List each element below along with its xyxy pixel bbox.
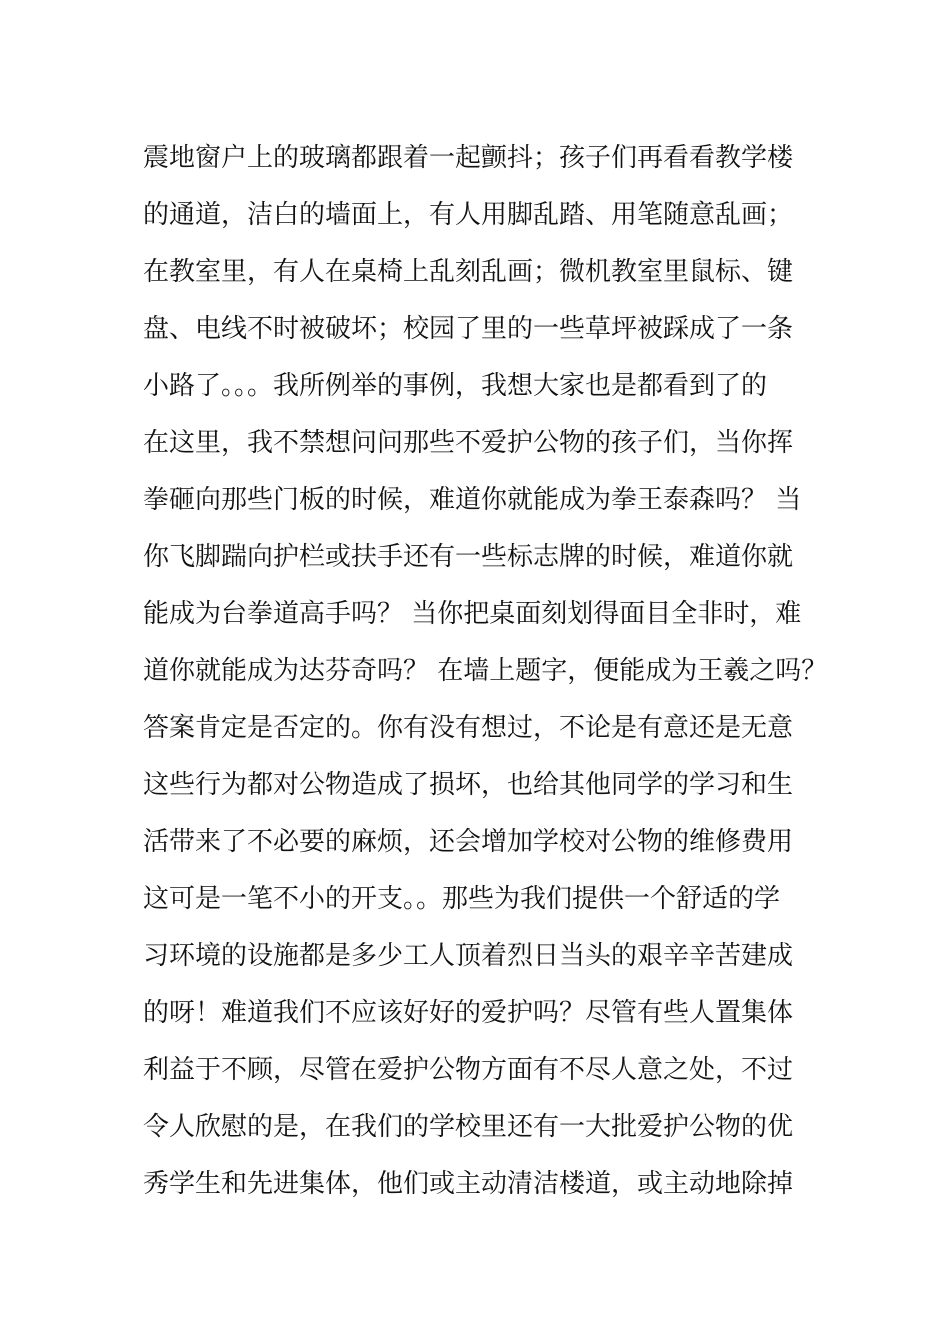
text-line: 你飞脚踹向护栏或扶手还有一些标志牌的时候，难道你就 — [143, 542, 794, 572]
text-line: 这可是一笔不小的开支。。那些为我们提供一个舒适的学 — [143, 884, 781, 914]
text-line: 盘、电线不时被破坏；校园了里的一些草坪被踩成了一条 — [143, 314, 794, 344]
text-line: 这些行为都对公物造成了损坏，也给其他同学的学习和生 — [143, 770, 794, 800]
text-line: 的呀！难道我们不应该好好的爱护吗？尽管有些人置集体 — [143, 998, 794, 1028]
text-line: 震地窗户上的玻璃都跟着一起颤抖；孩子们再看看教学楼 — [143, 143, 794, 173]
text-line: 答案肯定是否定的。你有没有想过，不论是有意还是无意 — [143, 713, 794, 743]
text-line: 能成为台拳道高手吗？ 当你把桌面刻划得面目全非时，难 — [143, 599, 802, 629]
text-line: 活带来了不必要的麻烦，还会增加学校对公物的维修费用 — [143, 827, 794, 857]
body-text — [143, 130, 843, 1213]
text-line: 令人欣慰的是，在我们的学校里还有一大批爱护公物的优 — [143, 1112, 794, 1142]
text-line: 的通道，洁白的墙面上，有人用脚乱踏、用笔随意乱画； — [143, 200, 794, 230]
text-line: 在教室里，有人在桌椅上乱刻乱画；微机教室里鼠标、键 — [143, 257, 794, 287]
text-line: 拳砸向那些门板的时候，难道你就能成为拳王泰森吗？ 当 — [143, 485, 802, 515]
text-line: 习环境的设施都是多少工人顶着烈日当头的艰辛辛苦建成 — [143, 941, 794, 971]
text-line: 秀学生和先进集体，他们或主动清洁楼道，或主动地除掉 — [143, 1169, 794, 1199]
text-line: 道你就能成为达芬奇吗？ 在墙上题字，便能成为王羲之吗？ — [143, 656, 828, 686]
text-line: 在这里，我不禁想问问那些不爱护公物的孩子们，当你挥 — [143, 428, 794, 458]
text-line: 小路了。。。我所例举的事例，我想大家也是都看到了的 — [143, 371, 768, 401]
text-line: 利益于不顾，尽管在爱护公物方面有不尽人意之处，不过 — [143, 1055, 794, 1085]
